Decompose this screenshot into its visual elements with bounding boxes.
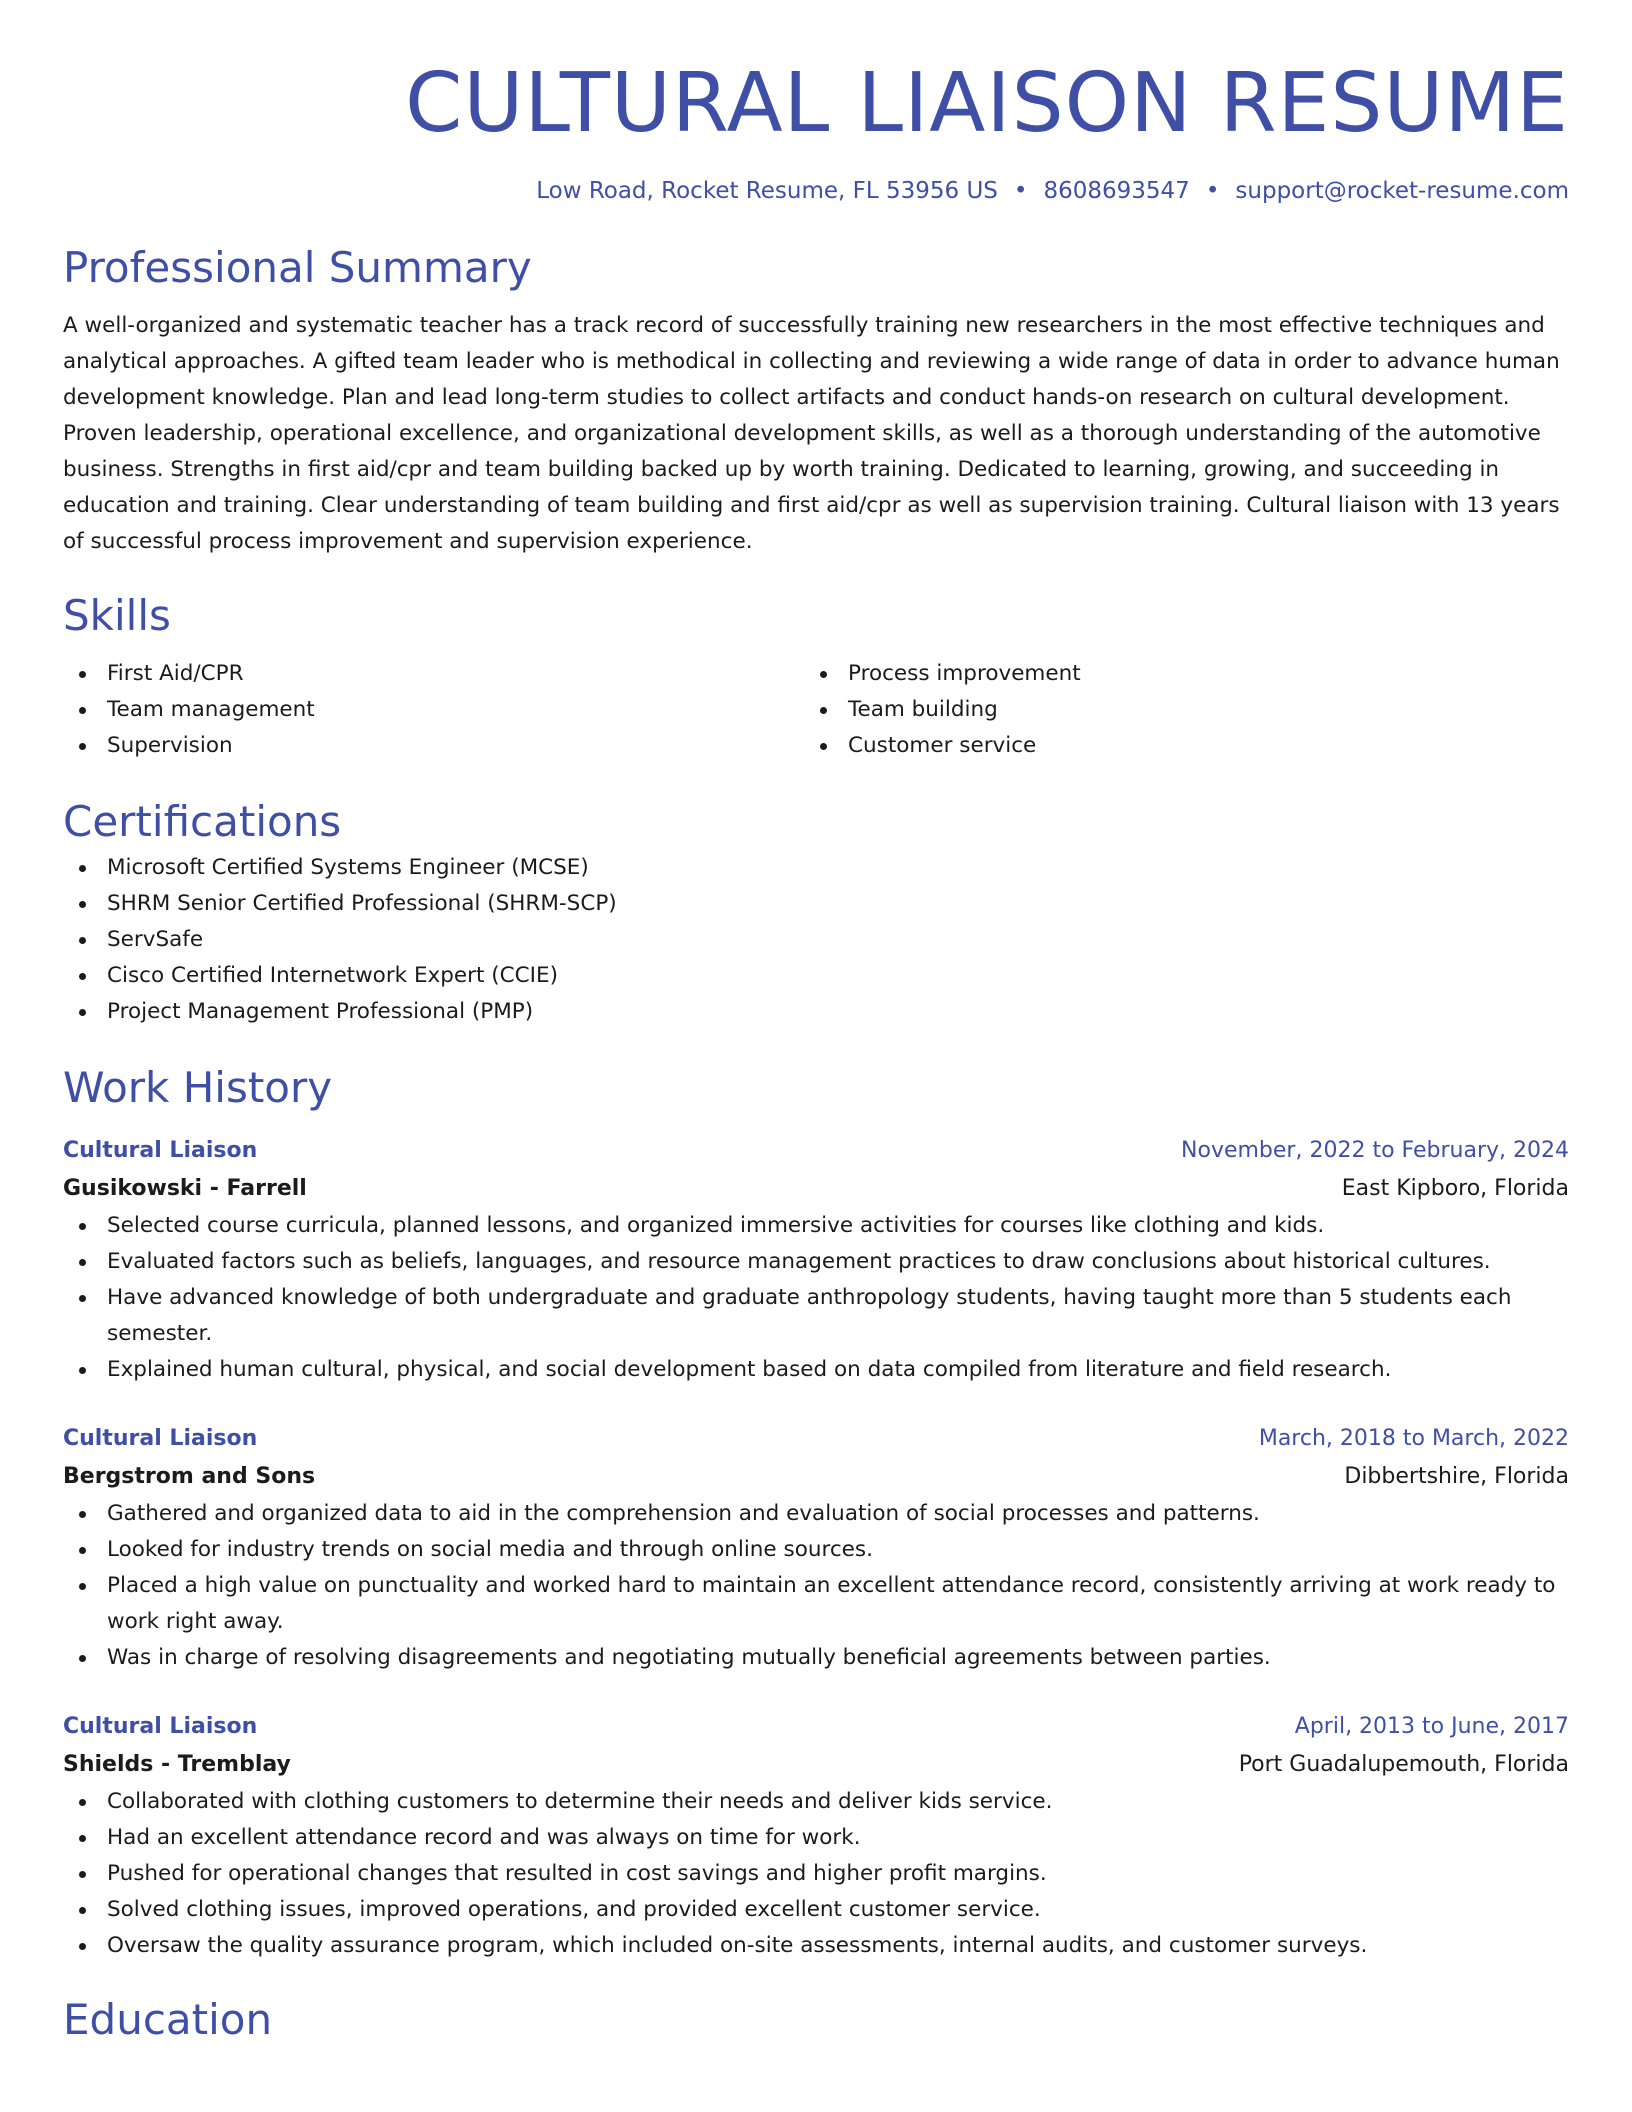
separator-dot-icon: • [1013, 178, 1028, 204]
resume-title: CULTURAL LIAISON RESUME [405, 56, 1569, 151]
job-company: Gusikowski - Farrell [63, 1176, 307, 1201]
job-bullet: Gathered and organized data to aid in the comprehension and evaluation of social processes and patterns. [63, 1496, 1569, 1532]
job-bullet: Was in charge of resolving disagreements and negotiating mutually beneficial agreements between parties. [63, 1640, 1569, 1676]
summary-heading: Professional Summary [63, 243, 532, 292]
job-location: East Kipboro, Florida [1341, 1176, 1569, 1201]
job-entry [63, 1132, 1569, 1388]
skill-item: First Aid/CPR [63, 656, 804, 692]
resume-header [63, 0, 1569, 206]
education-heading: Education [63, 1995, 273, 2044]
phone-text: 8608693547 [1043, 178, 1190, 204]
skill-item: Team building [804, 692, 1545, 728]
job-bullet: Oversaw the quality assurance program, which included on-site assessments, internal audits, and customer surveys. [63, 1928, 1569, 1964]
job-bullet: Solved clothing issues, improved operations, and provided excellent customer service. [63, 1892, 1569, 1928]
job-title: Cultural Liaison [63, 1138, 258, 1163]
job-bullet: Pushed for operational changes that resulted in cost savings and higher profit margins. [63, 1856, 1569, 1892]
address-text: Low Road, Rocket Resume, FL 53956 US [536, 178, 998, 204]
skill-item: Process improvement [804, 656, 1545, 692]
job-location: Port Guadalupemouth, Florida [1238, 1752, 1569, 1777]
certification-item: SHRM Senior Certified Professional (SHRM-SCP) [63, 886, 1569, 922]
job-bullet-list [63, 1496, 1569, 1676]
certifications-list [63, 850, 1569, 1030]
job-company: Shields - Tremblay [63, 1752, 291, 1777]
job-entry [63, 1420, 1569, 1676]
job-header-row [63, 1420, 1569, 1458]
email-text: support@rocket-resume.com [1235, 178, 1569, 204]
job-header-row [63, 1132, 1569, 1170]
job-company-row [63, 1746, 1569, 1784]
certification-item: Project Management Professional (PMP) [63, 994, 1569, 1030]
job-bullet-list [63, 1784, 1569, 1964]
job-company-row [63, 1170, 1569, 1208]
certifications-heading: Certifications [63, 797, 342, 846]
skills-left-list [63, 656, 804, 764]
job-company: Bergstrom and Sons [63, 1464, 316, 1489]
job-bullet: Looked for industry trends on social media and through online sources. [63, 1532, 1569, 1568]
job-dates: March, 2018 to March, 2022 [1258, 1426, 1569, 1451]
skills-heading: Skills [63, 591, 171, 640]
skill-item: Customer service [804, 728, 1545, 764]
job-bullet: Explained human cultural, physical, and social development based on data compiled from literature and field research. [63, 1352, 1569, 1388]
job-dates: November, 2022 to February, 2024 [1181, 1138, 1569, 1163]
certification-item: Microsoft Certified Systems Engineer (MCSE) [63, 850, 1569, 886]
job-title: Cultural Liaison [63, 1426, 258, 1451]
summary-text: A well-organized and systematic teacher has a track record of successfully training new researchers in the most effective techniques and analytical approaches. A gifted team leader who is methodical in collecting and reviewing a wide range of data in order to advance human development knowledge. Plan and lead long-term studies to collect artifacts and conduct hands-on research on cultural development. Proven leadership, operational excellence, and organizational development skills, as well as a thorough understanding of the automotive business. Strengths in first aid/cpr and team building backed up by worth training. Dedicated to learning, growing, and succeeding in education and training. Clear understanding of team building and first aid/cpr as well as supervision training. Cultural liaison with 13 years of successful process improvement and supervision experience. [63, 313, 1560, 554]
work-history-heading: Work History [63, 1063, 333, 1112]
skill-item: Supervision [63, 728, 804, 764]
job-title: Cultural Liaison [63, 1714, 258, 1739]
job-bullet: Had an excellent attendance record and was always on time for work. [63, 1820, 1569, 1856]
job-bullet: Have advanced knowledge of both undergraduate and graduate anthropology students, having taught more than 5 students each semester. [63, 1280, 1569, 1352]
job-bullet: Selected course curricula, planned lessons, and organized immersive activities for courses like clothing and kids. [63, 1208, 1569, 1244]
skill-item: Team management [63, 692, 804, 728]
job-location: Dibbertshire, Florida [1344, 1464, 1569, 1489]
skills-grid [63, 656, 1569, 764]
contact-line [63, 176, 1569, 206]
job-bullet-list [63, 1208, 1569, 1388]
certification-item: Cisco Certified Internetwork Expert (CCIE) [63, 958, 1569, 994]
job-entry [63, 1708, 1569, 1964]
job-bullet: Collaborated with clothing customers to determine their needs and deliver kids service. [63, 1784, 1569, 1820]
separator-dot-icon: • [1205, 178, 1220, 204]
job-bullet: Evaluated factors such as beliefs, languages, and resource management practices to draw conclusions about historical cultures. [63, 1244, 1569, 1280]
job-dates: April, 2013 to June, 2017 [1294, 1714, 1569, 1739]
job-company-row [63, 1458, 1569, 1496]
certification-item: ServSafe [63, 922, 1569, 958]
job-header-row [63, 1708, 1569, 1746]
job-bullet: Placed a high value on punctuality and worked hard to maintain an excellent attendance record, consistently arriving at work ready to work right away. [63, 1568, 1569, 1640]
skills-right-list [804, 656, 1545, 764]
